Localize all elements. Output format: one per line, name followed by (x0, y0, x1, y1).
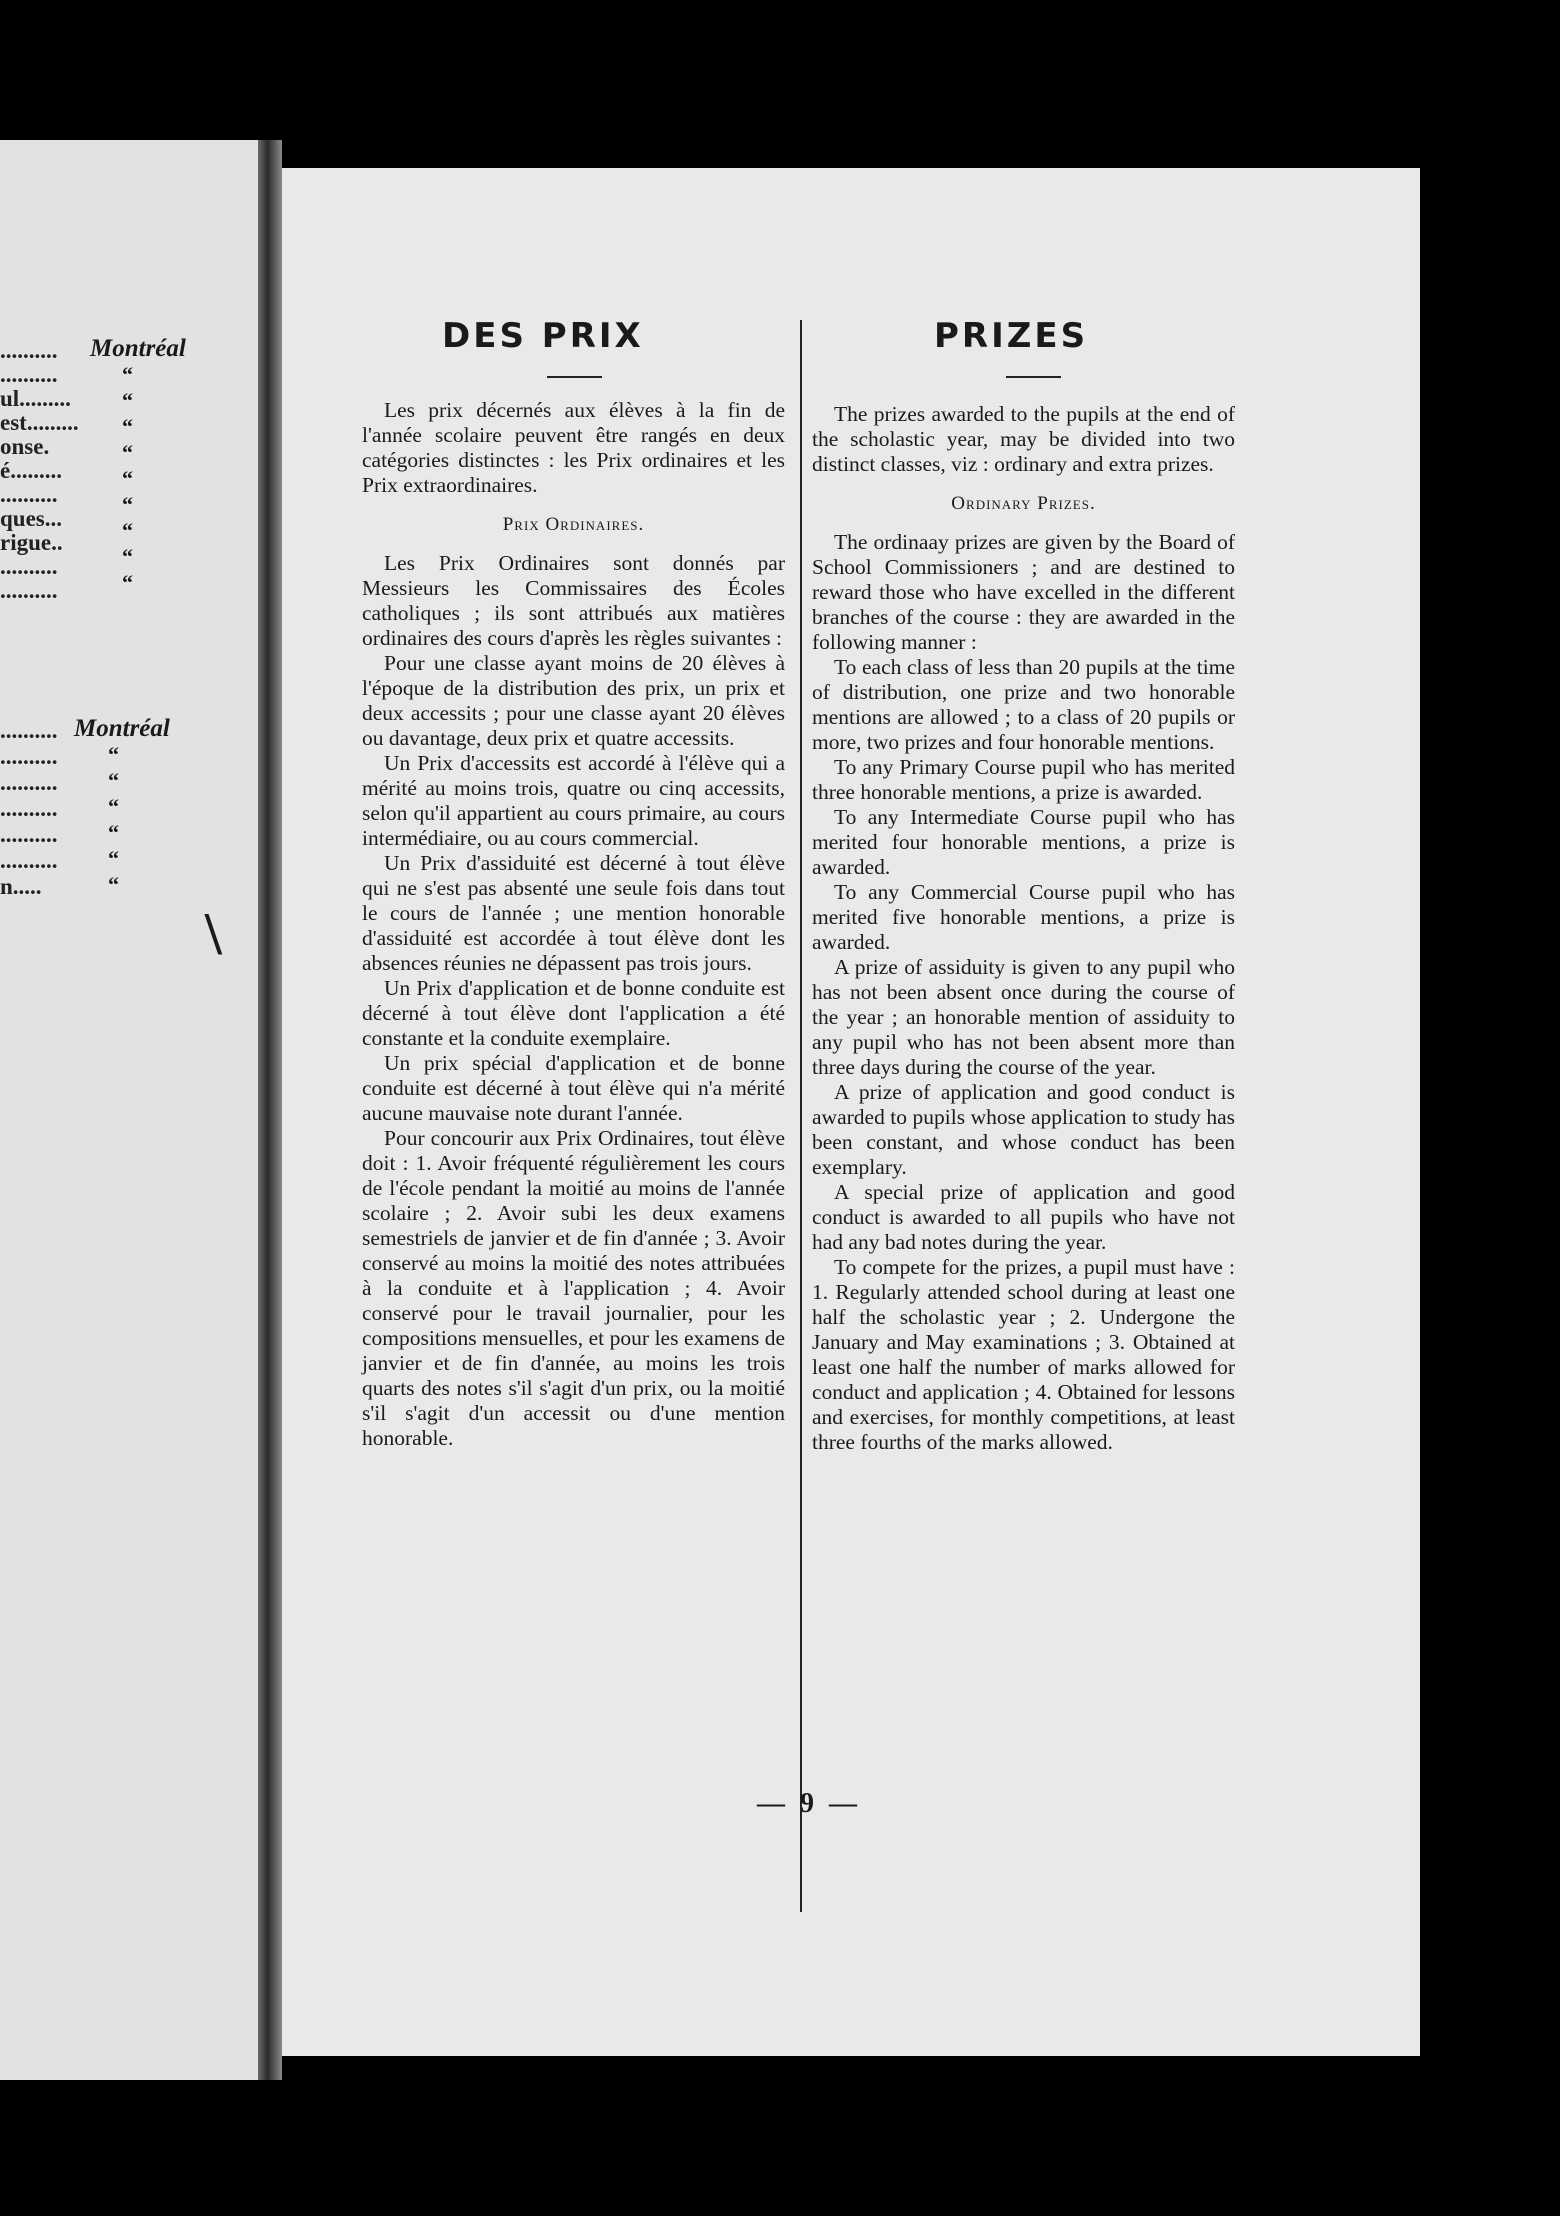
left-line: .......... (0, 482, 58, 507)
french-column (362, 398, 785, 1451)
paragraph: To each class of less than 20 pupils at the time of distribution, one prize and two honorable mentions are allowed ; to a class of 20 pupils or more, two prizes and four honorable mentions. (812, 655, 1235, 754)
left-line: .......... (0, 338, 58, 363)
paragraph: Un Prix d'assiduité est décerné à tout élève qui ne s'est pas absenté une seule fois dans tout le cours de l'année ; une mention honorable d'assiduité est accordée à tout élève dont les absences réunies ne dépassent pas trois jours. (362, 851, 785, 975)
ditto-mark: “ (108, 820, 119, 845)
ditto-mark: “ (122, 414, 133, 439)
ditto-mark: “ (122, 440, 133, 465)
paragraph: Pour une classe ayant moins de 20 élèves à l'époque de la distribution des prix, un prix et deux accessits ; pour une classe ayant 20 élèves ou davantage, deux prix et quatre accessits. (362, 651, 785, 750)
ditto-mark: “ (122, 388, 133, 413)
ditto-mark: “ (108, 794, 119, 819)
left-line: .......... (0, 744, 58, 769)
heading-english: PRIZES (934, 316, 1089, 356)
left-line: .......... (0, 848, 58, 873)
left-place-label: Montréal (90, 335, 186, 362)
ditto-mark: “ (122, 362, 133, 387)
left-place-label: Montréal (74, 715, 170, 742)
heading-rule (547, 376, 602, 378)
paragraph: To any Primary Course pupil who has merited three honorable mentions, a prize is awarded. (812, 755, 1235, 804)
paragraph: The ordinaay prizes are given by the Board of School Commissioners ; and are destined to reward those who have excelled in the different branches of the course : they are awarded in the following manner : (812, 530, 1235, 654)
left-line: .......... (0, 796, 58, 821)
subheading: Ordinary Prizes. (951, 493, 1096, 514)
paragraph: Un Prix d'application et de bonne conduite est décerné à tout élève dont l'application a été constante et la conduite exemplaire. (362, 976, 785, 1050)
paragraph: Un Prix d'accessits est accordé à l'élève qui a mérité au moins trois, quatre ou cinq accessits, selon qu'il appartient au cours primaire, au cours intermédiaire, ou au cours commercial. (362, 751, 785, 850)
left-line: .......... (0, 554, 58, 579)
paragraph: A special prize of application and good conduct is awarded to all pupils who have not had any bad notes during the year. (812, 1180, 1235, 1254)
heading-french: DES PRIX (442, 316, 644, 356)
margin-mark: \ (205, 901, 222, 967)
left-line: .......... (0, 822, 58, 847)
left-line: é......... (0, 458, 62, 483)
subheading: Prix Ordinaires. (502, 514, 645, 535)
ditto-mark: “ (122, 492, 133, 517)
left-line: onse. (0, 434, 50, 459)
ditto-mark: “ (122, 544, 133, 569)
paragraph: Pour concourir aux Prix Ordinaires, tout élève doit : 1. Avoir fréquenté régulièrement les cours de l'école pendant la moitié au moins de l'année scolaire ; 2. Avoir subi les deux examens semestriels de janvier et de fin d'année ; 3. Avoir conservé au moins la moitié des notes attribuées à la conduite et à l'application ; 4. Avoir conservé pour le travail journalier, pour les compositions mensuelles, et pour les examens de janvier et de fin d'année, au moins les trois quarts des notes s'il s'agit d'un prix, ou la moitié s'il s'agit d'un accessit ou d'une mention honorable. (362, 1126, 785, 1450)
paragraph: A prize of application and good conduct is awarded to pupils whose application to study has been constant, and whose conduct has been exemplary. (812, 1080, 1235, 1179)
paragraph: To any Commercial Course pupil who has merited five honorable mentions, a prize is awarded. (812, 880, 1235, 954)
book-binding (258, 140, 282, 2080)
paragraph: Les Prix Ordinaires sont donnés par Messieurs les Commissaires des Écoles catholiques ; ils sont attribués aux matières ordinaires des cours d'après les règles suivantes : (362, 551, 785, 650)
left-line: ques... (0, 506, 62, 531)
left-line: est......... (0, 410, 79, 435)
left-page-fragment (0, 140, 258, 2080)
ditto-mark: “ (108, 768, 119, 793)
left-line: ul......... (0, 386, 71, 411)
ditto-mark: “ (122, 518, 133, 543)
left-line: rigue.. (0, 530, 63, 555)
ditto-mark: “ (122, 466, 133, 491)
ditto-mark: “ (108, 846, 119, 871)
ditto-mark: “ (108, 872, 119, 897)
left-line: .......... (0, 718, 58, 743)
left-line: .......... (0, 578, 58, 603)
left-line: n..... (0, 874, 42, 899)
ditto-mark: “ (108, 742, 119, 767)
page-number: — 9 — (757, 1788, 861, 1819)
paragraph: To any Intermediate Course pupil who has merited four honorable mentions, a prize is awarded. (812, 805, 1235, 879)
intro-paragraph: The prizes awarded to the pupils at the end of the scholastic year, may be divided into two distinct classes, viz : ordinary and extra prizes. (812, 402, 1235, 476)
paragraph: To compete for the prizes, a pupil must have : 1. Regularly attended school during at least one half the scholastic year ; 2. Undergone the January and May examinations ; 3. Obtained at least one half the number of marks allowed for conduct and application ; 4. Obtained for lessons and exercises, for monthly competitions, at least three fourths of the marks allowed. (812, 1255, 1235, 1454)
paragraph: A prize of assiduity is given to any pupil who has not been absent once during the course of the year ; an honorable mention of assiduity to any pupil who has not been absent more than three days during the course of the year. (812, 955, 1235, 1079)
intro-paragraph: Les prix décernés aux élèves à la fin de l'année scolaire peuvent être rangés en deux catégories distinctes : les Prix ordinaires et les Prix extraordinaires. (362, 398, 785, 497)
ditto-mark: “ (122, 570, 133, 595)
column-divider (800, 320, 802, 1912)
paragraph: Un prix spécial d'application et de bonne conduite est décerné à tout élève qui n'a mérité aucune mauvaise note durant l'année. (362, 1051, 785, 1125)
english-column (812, 402, 1235, 1455)
left-line: .......... (0, 362, 58, 387)
left-line: .......... (0, 770, 58, 795)
heading-rule (1006, 376, 1061, 378)
document-page (282, 168, 1420, 2056)
